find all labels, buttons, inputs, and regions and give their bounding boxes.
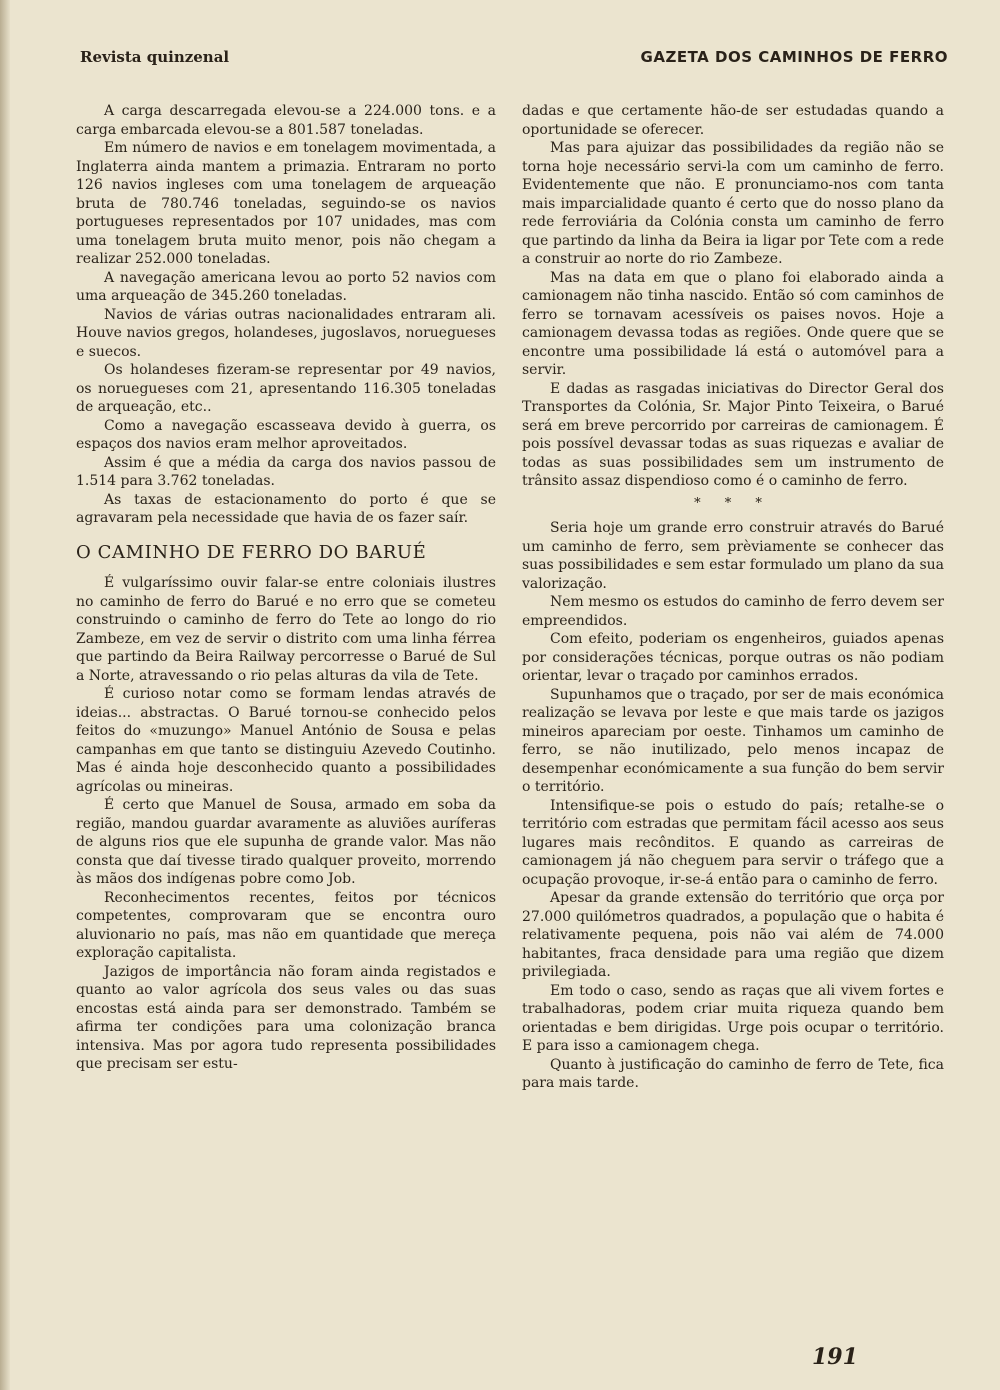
paragraph: Em todo o caso, sendo as raças que ali vivem fortes e trabalhadoras, podem criar muita riqueza quando bem orientadas e bem dirigidas. Urge pois ocupar o território. E para isso a camionagem chega. xyxy=(522,982,944,1054)
paragraph: Seria hoje um grande erro construir através do Barué um caminho de ferro, sem prèviamente se conhecer das suas possibilidades e sem estar formulado um plano da sua valorização. xyxy=(522,520,944,592)
paragraph: Intensifique-se pois o estudo do país; retalhe-se o território com estradas que permitam fácil acesso aos seus lugares mais recônditos. E quando as carreiras de camionagem já não cheguem para servir o tráfego que a ocupação provoque, ir-se-á então para o caminho de ferro. xyxy=(522,797,944,888)
paragraph: Jazigos de importância não foram ainda registados e quanto ao valor agrícola dos seus vales ou das suas encostas está ainda para ser demonstrado. Também se afirma ter condições para uma colonização branca intensiva. Mas por agora tudo representa possibilidades que precisam ser estu- xyxy=(76,963,496,1072)
paragraph: Com efeito, poderiam os engenheiros, guiados apenas por considerações técnicas, porque outras os não podiam orientar, levar o traçado por caminhos errados. xyxy=(522,631,944,684)
paragraph: As taxas de estacionamento do porto é que se agravaram pela necessidade que havia de os fazer saír. xyxy=(76,491,496,526)
paragraph: Nem mesmo os estudos do caminho de ferro devem ser empreendidos. xyxy=(522,594,944,629)
paragraph: É vulgaríssimo ouvir falar-se entre coloniais ilustres no caminho de ferro do Barué e no erro que se cometeu construindo o caminho de ferro do Tete ao longo do rio Zambeze, em vez de servir o distrito com uma linha férrea que partindo da Beira Railway percorresse o Barué de Sul a Norte, atravessando o rio pelas alturas da vila de Tete. xyxy=(76,575,496,684)
paragraph: Reconhecimentos recentes, feitos por técnicos competentes, comprovaram que se encontra ouro aluvionario no país, mas não em quantidade que mereça exploração capitalista. xyxy=(76,889,496,961)
header-left: Revista quinzenal xyxy=(80,48,230,66)
paragraph-continued: dadas e que certamente hão-de ser estudadas quando a oportunidade se oferecer. xyxy=(522,103,944,138)
paragraph: Os holandeses fizeram-se representar por 49 navios, os noruegueses com 21, apresentando 116.305 toneladas de arqueação, etc.. xyxy=(76,362,496,415)
paragraph: Quanto à justificação do caminho de ferro de Tete, fica para mais tarde. xyxy=(522,1056,944,1091)
right-column xyxy=(522,102,944,1093)
paragraph: Navios de várias outras nacionalidades entraram ali. Houve navios gregos, holandeses, jugoslavos, noruegueses e suecos. xyxy=(76,306,496,360)
paragraph: Apesar da grande extensão do território que orça por 27.000 quilómetros quadrados, a população que o habita é relativamente pequena, pois não vai além de 74.000 habitantes, fraca densidade para uma região que dizem privilegiada. xyxy=(522,890,944,980)
paragraph: É certo que Manuel de Sousa, armado em soba da região, mandou guardar avaramente as aluviões auríferas de alguns rios que ele supunha de grande valor. Mas não consta que daí tivesse tirado qualquer proveito, morrendo às mãos dos indígenas pobre como Job. xyxy=(76,797,496,887)
article-heading: O CAMINHO DE FERRO DO BARUÉ xyxy=(76,541,427,563)
paragraph: Supunhamos que o traçado, por ser de mais económica realização se levava por leste e que mais tarde os jazigos mineiros apareciam por oeste. Tinhamos um caminho de ferro, se não inutilizado, pelo menos incapaz de desempenhar económicamente a sua função do bem servir o território. xyxy=(522,686,944,795)
page-binding-edge xyxy=(0,0,10,1390)
header-right: GAZETA DOS CAMINHOS DE FERRO xyxy=(640,48,948,66)
paragraph: Em número de navios e em tonelagem movimentada, a Inglaterra ainda mantem a primazia. Entraram no porto 126 navios ingleses com uma tonelagem de arqueação bruta de 780.746 toneladas, seguindo-se os navios portugueses representados por 107 unidades, mas com uma tonelagem bruta muito menor, pois não chegam a realizar 252.000 toneladas. xyxy=(76,140,496,267)
page-number: 191 xyxy=(812,1344,858,1370)
paragraph: Mas para ajuizar das possibilidades da região não se torna hoje necessário servi-la com um caminho de ferro. Evidentemente que não. E pronunciamo-nos com tanta mais imparcialidade quanto é certo que do nosso plano da rede ferroviária da Colónia consta um caminho de ferro que partindo da linha da Beira ia ligar por Tete com a rede a construir ao norte do rio Zambeze. xyxy=(522,140,944,267)
paragraph: A navegação americana levou ao porto 52 navios com uma arqueação de 345.260 toneladas. xyxy=(76,269,496,304)
paragraph: É curioso notar como se formam lendas através de ideias... abstractas. O Barué tornou-se conhecido pelos feitos do «muzungo» Manuel António de Sousa e pelas campanhas em que tanto se distinguiu Azevedo Coutinho. Mas é ainda hoje desconhecido quanto a possibilidades agrícolas ou mineiras. xyxy=(76,686,496,795)
paragraph: A carga descarregada elevou-se a 224.000 tons. e a carga embarcada elevou-se a 801.587 toneladas. xyxy=(76,103,496,138)
paragraph: Assim é que a média da carga dos navios passou de 1.514 para 3.762 toneladas. xyxy=(76,454,496,489)
paragraph: Como a navegação escasseava devido à guerra, os espaços dos navios eram melhor aproveitados. xyxy=(76,417,496,452)
left-column xyxy=(76,102,496,1074)
paragraph: E dadas as rasgadas iniciativas do Director Geral dos Transportes da Colónia, Sr. Major Pinto Teixeira, o Barué será em breve percorrido por carreiras de camionagem. É pois possível devassar todas as suas riquezas e avaliar de todas as suas possibilidades sem um instrumento de trânsito assaz dispendioso como é o caminho de ferro. xyxy=(522,380,944,489)
section-separator: * * * xyxy=(694,495,772,511)
running-header xyxy=(80,48,948,72)
paragraph: Mas na data em que o plano foi elaborado ainda a camionagem não tinha nascido. Então só com caminhos de ferro se tornavam acessíveis os paises novos. Hoje a camionagem devassa todas as regiões. Onde quere que se encontre uma possibilidade lá está o automóvel para a servir. xyxy=(522,269,944,378)
